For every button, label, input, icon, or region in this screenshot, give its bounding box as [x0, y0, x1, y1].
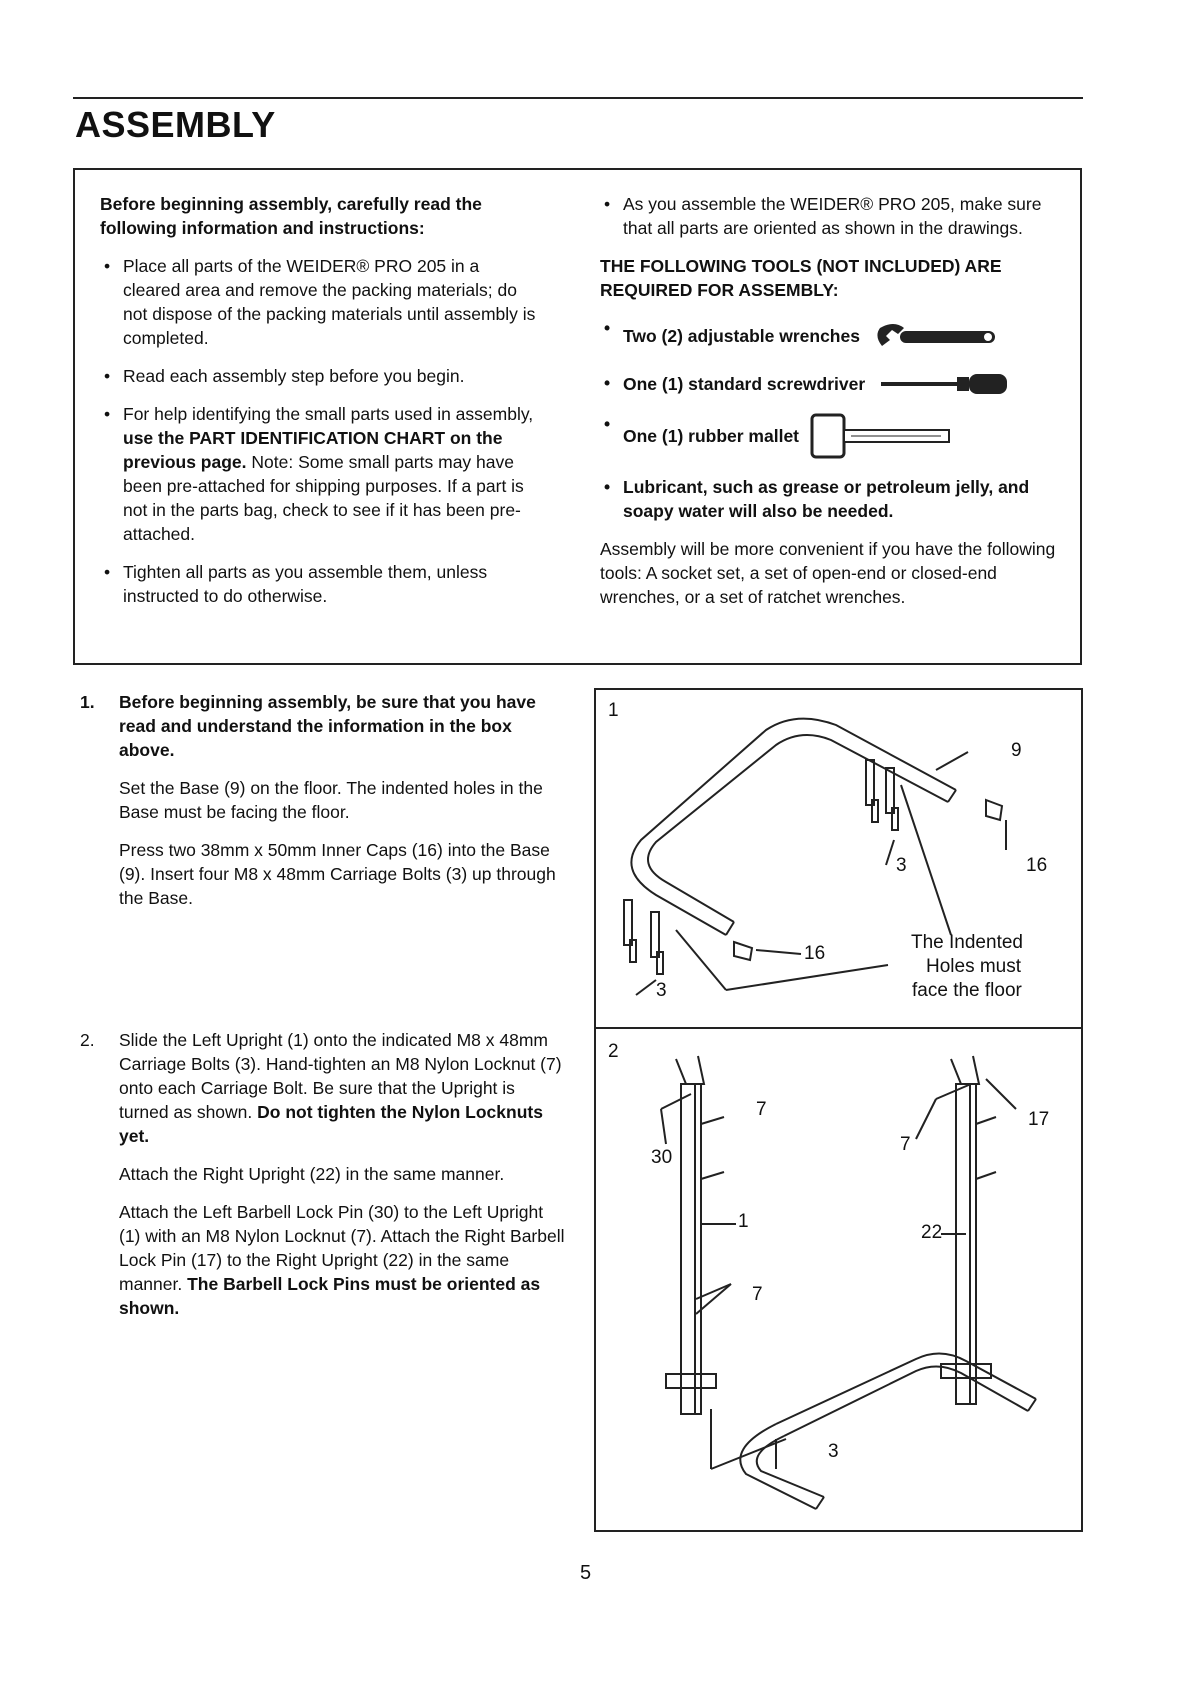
- step-2-para-3-text: Attach the Left Barbell Lock Pin (30) to the Left Upright (1) with an M8 Nylon Locknut (7). Attach the Right Barbell Lock Pin (17) to the Right Upright (22) in the same manner.: [119, 1202, 565, 1294]
- tools-heading: THE FOLLOWING TOOLS (NOT INCLUDED) ARE REQUIRED FOR ASSEMBLY:: [600, 256, 1002, 300]
- tool-wrenches: [600, 316, 1065, 356]
- step-1: [75, 690, 565, 924]
- tool-wrenches-label: • Two (2) adjustable wrenches: [623, 326, 860, 346]
- step-2-para-1-bold: Do not tighten the Nylon Locknuts yet.: [119, 1102, 543, 1146]
- convenience-note: Assembly will be more convenient if you have the following tools: A socket set, a set of open-end or closed-end wrenches, or a set of ratchet wrenches.: [600, 539, 1056, 607]
- label-17: 17: [1028, 1109, 1050, 1130]
- label-9: 9: [1011, 740, 1022, 761]
- step-2-para-3-bold: The Barbell Lock Pins must be oriented as shown.: [119, 1274, 541, 1318]
- bullet-lubricant: • Lubricant, such as grease or petroleum jelly, and soapy water will also be needed.: [600, 475, 1065, 523]
- step-2-para-3: [119, 1200, 565, 1320]
- tool-mallet: [600, 412, 1065, 460]
- info-intro: Before beginning assembly, carefully read the following information and instructions:: [100, 194, 482, 238]
- step-1-bold: Before beginning assembly, be sure that you have read and understand the information in the box above.: [119, 692, 536, 760]
- page-title: ASSEMBLY: [75, 104, 276, 145]
- step-2-para-2: Attach the Right Upright (22) in the same manner.: [119, 1164, 505, 1184]
- label-3-left: 3: [656, 980, 667, 1001]
- info-box: [73, 168, 1082, 665]
- step-1-para-1: Set the Base (9) on the floor. The indented holes in the Base must be facing the floor.: [119, 778, 543, 822]
- figure-1-number: 1: [608, 700, 619, 721]
- info-right-column: [600, 192, 1065, 623]
- screwdriver-icon: [875, 371, 1015, 397]
- uprights-diagram: [596, 1029, 1085, 1534]
- tool-screwdriver-label: • One (1) standard screwdriver: [623, 374, 866, 394]
- figure-1: [594, 688, 1083, 1029]
- label-7-bottom: 7: [752, 1284, 763, 1305]
- label-30: 30: [651, 1147, 673, 1168]
- step-1-para-2: Press two 38mm x 50mm Inner Caps (16) into the Base (9). Insert four M8 x 48mm Carriage Bolts (3) up through the Base.: [119, 840, 556, 908]
- label-3-right: 3: [896, 855, 907, 876]
- bullet-tighten-parts: • Tighten all parts as you assemble them, unless instructed to do otherwise.: [100, 560, 540, 608]
- bullet-part-identification: [100, 402, 540, 546]
- step-2-number: 2.: [80, 1030, 95, 1050]
- label-1: 1: [738, 1211, 749, 1232]
- label-7-right: 7: [900, 1134, 911, 1155]
- mallet-icon: [809, 412, 954, 460]
- note-line-2: Holes must: [926, 956, 1022, 977]
- step-1-number: 1.: [80, 692, 95, 712]
- step-2-para-1-text: Slide the Left Upright (1) onto the indicated M8 x 48mm Carriage Bolts (3). Hand-tighten an M8 Nylon Locknut (7) onto each Carriage Bolt. Be sure that the Upright is turned as shown.: [119, 1030, 562, 1122]
- b3-part2: use the PART IDENTIFICATION CHART on the previous page.: [123, 428, 503, 472]
- label-16-left: 16: [804, 943, 826, 964]
- tool-mallet-label: • One (1) rubber mallet: [623, 426, 800, 446]
- page-number: 5: [580, 1562, 592, 1584]
- bullet-place-parts: • Place all parts of the WEIDER® PRO 205 in a cleared area and remove the packing materials; do not dispose of the packing materials until assembly is completed.: [100, 254, 540, 350]
- label-22: 22: [921, 1222, 943, 1243]
- label-7-top-left: 7: [756, 1099, 767, 1120]
- b3-part3: Note: Some small parts may have been pre-attached for shipping purposes. If a part is not in the parts bag, check to see if it has been pre-attached.: [123, 452, 524, 544]
- info-left-column: [100, 192, 540, 622]
- note-line-3: face the floor: [912, 980, 1022, 1001]
- label-3: 3: [828, 1441, 839, 1462]
- b3-part1: For help identifying the small parts used in assembly,: [123, 404, 534, 424]
- bullet-orientation: • As you assemble the WEIDER® PRO 205, make sure that all parts are oriented as shown in the drawings.: [600, 192, 1065, 240]
- step-2: [75, 1028, 565, 1334]
- bullet-read-steps: • Read each assembly step before you begin.: [100, 364, 540, 388]
- figure-2: [594, 1027, 1083, 1532]
- step-2-para-1: [119, 1028, 565, 1148]
- header-rule: [73, 97, 1083, 99]
- tool-screwdriver: [600, 371, 1065, 397]
- label-16-right: 16: [1026, 855, 1048, 876]
- figure-2-number: 2: [608, 1041, 619, 1062]
- note-line-1: The Indented: [911, 932, 1023, 953]
- wrench-icon: [870, 316, 1010, 356]
